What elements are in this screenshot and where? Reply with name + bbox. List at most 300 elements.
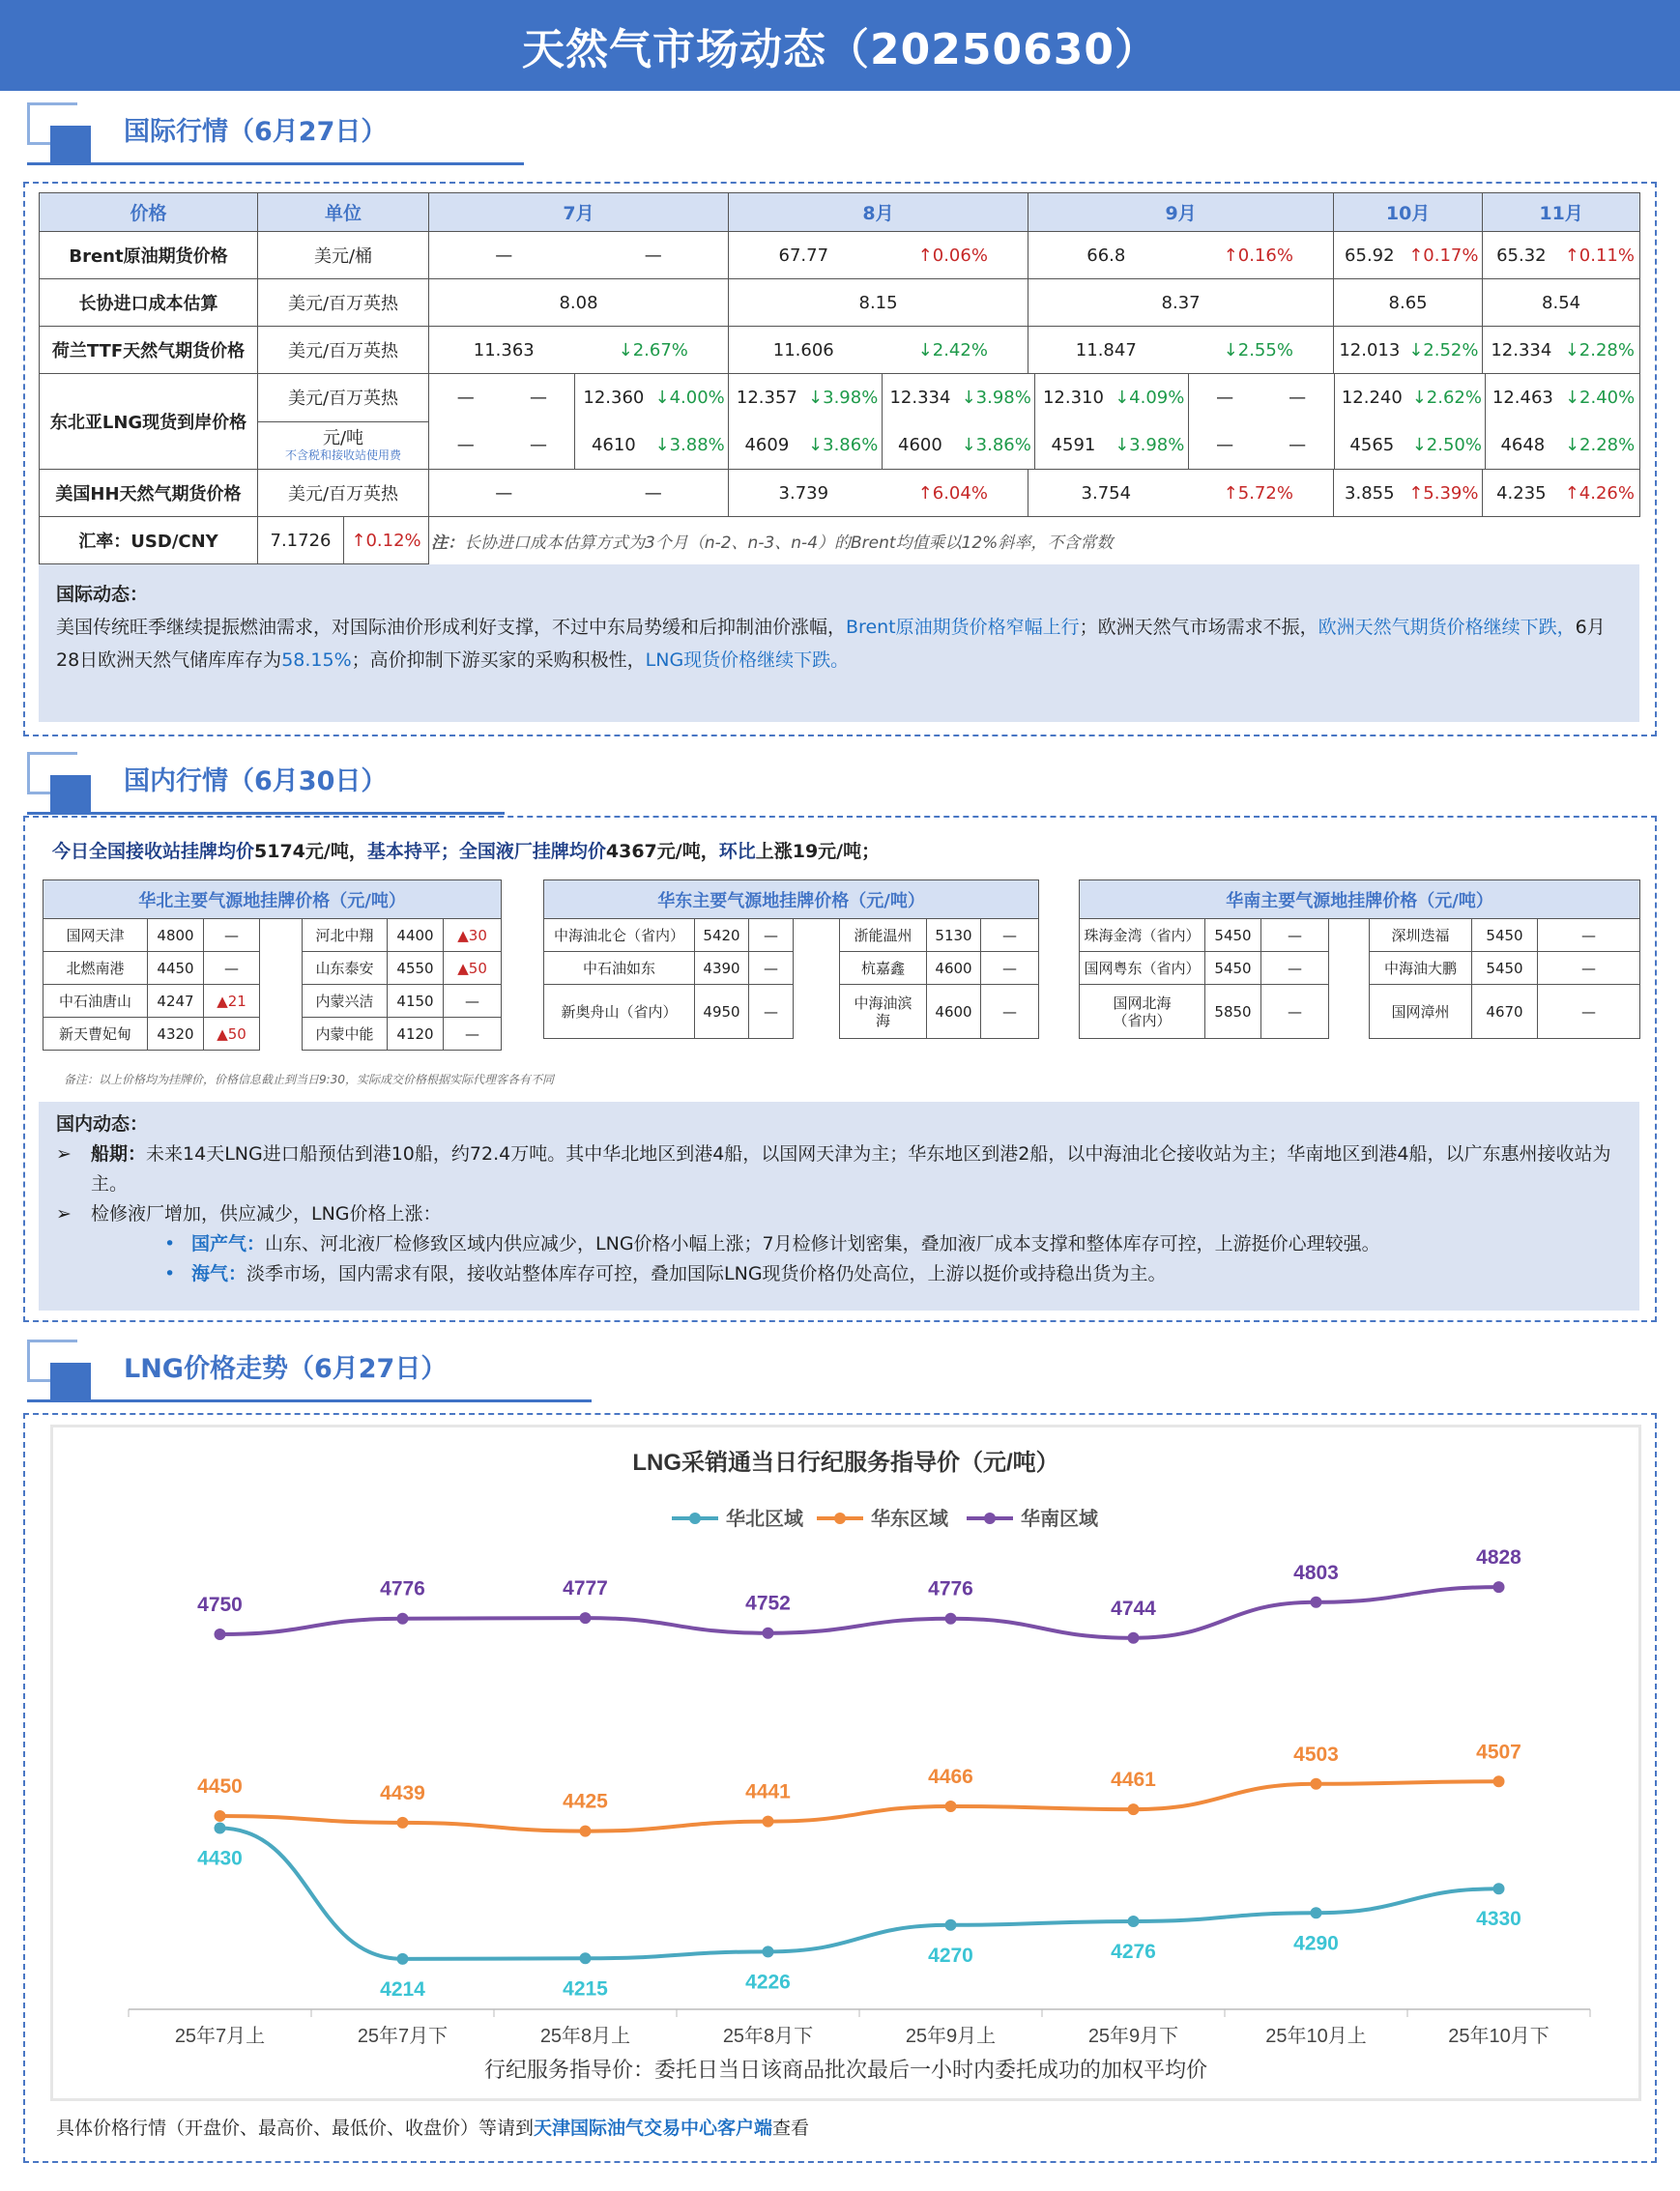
price-cell: 5450 — [1472, 919, 1538, 952]
news-text: 淡季市场，国内需求有限，接收站整体库存可控，叠加国际LNG现货价格仍处高位，上游以挺价或持稳出货为主。 — [246, 1263, 1167, 1284]
nea-row2-grid — [429, 421, 1639, 469]
price-cell: 5420 — [695, 919, 749, 952]
site-name: 中石油唐山 — [43, 985, 148, 1018]
value-cell: 12.334 — [889, 388, 951, 408]
change-cell: ↓2.40% — [1564, 388, 1636, 408]
series-2 — [197, 1546, 1521, 1644]
value-cell: 4591 — [1051, 435, 1096, 455]
change-cell: — — [749, 919, 794, 952]
price-cell: 5130 — [927, 919, 981, 952]
col-header-sep: 9月 — [1028, 193, 1334, 232]
data-label: 4750 — [197, 1594, 243, 1616]
summary-text: 基本持平 — [366, 841, 441, 862]
change-cell: ↑6.04% — [879, 470, 1028, 517]
value-cell: 4648 — [1500, 435, 1546, 455]
change-cell: ↑0.06% — [879, 232, 1028, 279]
value-cell: 8.37 — [1028, 279, 1334, 327]
data-label: 4441 — [745, 1780, 791, 1803]
row-label: 长协进口成本估算 — [40, 279, 258, 327]
tick-label: 25年7月下 — [357, 2026, 449, 2047]
data-point — [1128, 1916, 1140, 1927]
header-decor-square — [50, 126, 91, 162]
data-label: 4776 — [380, 1577, 425, 1600]
value-cell: 65.92 — [1334, 232, 1405, 279]
value-cell: 11.363 — [429, 327, 579, 374]
price-cell: 4450 — [148, 952, 204, 985]
list-item — [56, 1139, 1622, 1199]
gap-cell — [260, 919, 303, 952]
price-cell: 4400 — [388, 919, 444, 952]
tick-label: 25年10月下 — [1448, 2026, 1550, 2047]
value-cell: 7.1726 — [258, 517, 344, 564]
site-name: 珠海金湾（省内） — [1080, 919, 1205, 952]
data-point — [1493, 1883, 1505, 1894]
change-cell: ↑5.39% — [1405, 470, 1483, 517]
series-0 — [197, 1823, 1521, 2001]
site-name: 内蒙兴洁 — [303, 985, 388, 1018]
gap-cell — [1329, 919, 1370, 952]
change-cell: — — [981, 952, 1039, 985]
value-cell: — — [456, 435, 475, 455]
data-point — [1493, 1581, 1505, 1593]
data-label: 4776 — [928, 1577, 973, 1600]
list-item — [56, 1259, 1622, 1289]
value-cell: 4610 — [591, 435, 636, 455]
change-cell: — — [1261, 985, 1329, 1039]
data-point — [1493, 1775, 1505, 1787]
change-cell: ↓3.86% — [958, 421, 1034, 469]
value-cell: 4565 — [1349, 435, 1395, 455]
change-cell: ↑0.12% — [344, 517, 429, 564]
change-cell: ↑0.17% — [1405, 232, 1483, 279]
change-cell: ↓2.52% — [1405, 327, 1483, 374]
data-point — [945, 1919, 957, 1931]
gap-cell — [1329, 952, 1370, 985]
data-label: 4503 — [1293, 1743, 1339, 1766]
news-heading: 国际动态： — [56, 584, 149, 605]
price-cell: 4150 — [388, 985, 444, 1018]
value-cell: 4600 — [898, 435, 942, 455]
section-title: 国内行情（6月30日） — [124, 766, 388, 796]
value-cell: 12.013 — [1334, 327, 1405, 374]
list-item — [56, 1199, 1622, 1229]
legend-item — [672, 1507, 804, 1530]
change-cell: ↓2.67% — [579, 327, 729, 374]
news-highlight: 58.15% — [281, 649, 352, 671]
data-label: 4803 — [1293, 1561, 1339, 1584]
news-text: 未来14天LNG进口船预估到港10船，约72.4万吨。其中华北地区到港4船，以国网天津为主；华东地区到港2船，以中海油北仑接收站为主；华南地区到港4船， — [146, 1143, 1446, 1165]
north-price-table — [43, 879, 502, 1051]
row-label: 美国HH天然气期货价格 — [40, 470, 258, 517]
gap-cell — [794, 985, 840, 1039]
value-cell: 67.77 — [729, 232, 879, 279]
summary-text: 今日全国接收站挂牌均价 — [52, 841, 255, 862]
section-title: LNG价格走势（6月27日） — [124, 1354, 448, 1384]
col-header-price: 价格 — [40, 193, 258, 232]
data-point — [397, 1817, 409, 1829]
footer-text: 查看 — [772, 2118, 810, 2139]
lng-price-chart — [53, 1427, 1638, 2098]
value-cell: — — [1216, 388, 1234, 408]
data-point — [580, 1612, 592, 1624]
south-price-table — [1079, 879, 1640, 1039]
price-cell: 4800 — [148, 919, 204, 952]
value-cell: 4.235 — [1483, 470, 1560, 517]
header-decor-square — [50, 775, 91, 812]
table-row — [544, 985, 1039, 1039]
table-row — [43, 1018, 502, 1051]
price-cell: 5850 — [1205, 985, 1261, 1039]
value-cell: 4609 — [744, 435, 790, 455]
tick-label: 25年7月上 — [174, 2026, 266, 2047]
table-note: 长协进口成本估算方式为3个月（n-2、n-3、n-4）的Brent均值乘以12%斜率，不含常数 — [464, 533, 1114, 553]
data-point — [763, 1946, 774, 1957]
price-cell: 4670 — [1472, 985, 1538, 1039]
change-cell: ↓4.09% — [1112, 374, 1188, 421]
tick-label: 25年9月下 — [1087, 2026, 1179, 2047]
unit-cell: 美元/百万英热 — [258, 279, 429, 327]
row-label: Brent原油期货价格 — [40, 232, 258, 279]
value-cell: — — [503, 374, 575, 421]
site-name: 杭嘉鑫 — [840, 952, 927, 985]
header-underline — [27, 812, 505, 815]
price-cell: 4120 — [388, 1018, 444, 1051]
table-row — [43, 952, 502, 985]
unit-subnote: 不含税和接收站使用费 — [285, 447, 402, 462]
legend-item — [817, 1507, 949, 1530]
list-item — [56, 1229, 1622, 1259]
news-paragraph — [56, 611, 1622, 677]
value-cell: 12.240 — [1341, 388, 1403, 408]
data-label: 4214 — [380, 1977, 425, 2001]
change-cell: ↓2.55% — [1184, 327, 1334, 374]
change-cell: ↓3.98% — [805, 374, 882, 421]
international-price-table — [39, 192, 1640, 564]
news-highlight: LNG现货价格继续下跌。 — [645, 649, 850, 671]
unit-cell: 美元/百万英热 — [258, 327, 429, 374]
data-point — [1311, 1597, 1322, 1608]
section-header-trend — [23, 1340, 603, 1417]
x-axis-label: 行纪服务指导价：委托日当日该商品批次最后一小时内委托成功的加权平均价 — [483, 2058, 1208, 2082]
value-cell: 3.855 — [1334, 470, 1405, 517]
arrow-bullet-icon: ➢ — [56, 1203, 72, 1225]
value-cell: 8.54 — [1483, 279, 1640, 327]
chart-series — [197, 1546, 1521, 2001]
data-label: 4276 — [1111, 1941, 1156, 1964]
unit-cell: 美元/百万英热 — [258, 374, 429, 422]
table-row — [43, 985, 502, 1018]
dot-bullet-icon: • — [164, 1233, 176, 1254]
change-cell: ↓3.98% — [958, 374, 1034, 421]
table-row — [544, 952, 1039, 985]
site-name: 中海油北仑（省内） — [544, 919, 695, 952]
bullet-label: 海气： — [191, 1263, 247, 1284]
change-cell: ↓2.28% — [1560, 327, 1640, 374]
value-cell: 65.32 — [1483, 232, 1560, 279]
table-title: 华北主要气源地挂牌价格（元/吨） — [43, 880, 502, 919]
data-point — [763, 1816, 774, 1828]
gap-cell — [260, 952, 303, 985]
price-cell: 4600 — [927, 952, 981, 985]
value-cell: 11.606 — [729, 327, 879, 374]
client-link[interactable]: 天津国际油气交易中心客户端 — [534, 2118, 773, 2139]
price-cell: 4550 — [388, 952, 444, 985]
summary-value: 5174元/吨， — [254, 841, 367, 862]
footer-text: 具体价格行情（开盘价、最高价、最低价、收盘价）等请到 — [56, 2118, 535, 2139]
international-news — [39, 564, 1639, 722]
price-footnote: 备注：以上价格均为挂牌价，价格信息截止到当日9:30，实际成交价格根据实际代理客各有不同 — [64, 1073, 554, 1086]
news-highlight: Brent原油期货价格窄幅上行 — [846, 617, 1080, 638]
data-point — [215, 1810, 226, 1822]
summary-value: 上涨19元/吨； — [755, 841, 881, 862]
value-cell: 12.310 — [1042, 388, 1104, 408]
summary-text: 环比 — [718, 841, 756, 862]
change-cell: ▲30 — [444, 919, 502, 952]
news-heading: 国内动态： — [56, 1113, 149, 1135]
data-label: 4507 — [1476, 1741, 1521, 1764]
table-row — [1080, 985, 1640, 1039]
header-underline — [27, 1399, 592, 1402]
site-name: 北燃南港 — [43, 952, 148, 985]
value-cell: 8.08 — [429, 279, 729, 327]
table-title: 华南主要气源地挂牌价格（元/吨） — [1080, 880, 1640, 919]
data-label: 4466 — [928, 1765, 973, 1788]
data-label: 4439 — [380, 1781, 425, 1804]
data-label: 4461 — [1111, 1769, 1156, 1792]
change-cell: — — [749, 985, 794, 1039]
site-name: 河北中翔 — [303, 919, 388, 952]
change-cell: ▲21 — [204, 985, 260, 1018]
note-prefix: 注： — [431, 533, 465, 553]
header-underline — [27, 162, 524, 165]
gap-cell — [1329, 985, 1370, 1039]
table-row — [40, 517, 1640, 564]
data-label: 4226 — [745, 1971, 791, 1994]
site-name: 新天曹妃甸 — [43, 1018, 148, 1051]
change-cell: — — [1538, 952, 1640, 985]
gap-cell — [260, 1018, 303, 1051]
gap-cell — [794, 919, 840, 952]
series-1 — [197, 1741, 1521, 1836]
bullet-label: 船期： — [91, 1143, 147, 1165]
gap-cell — [260, 985, 303, 1018]
value-cell: — — [579, 232, 729, 279]
change-cell: ↓4.00% — [652, 374, 728, 421]
site-name: 中海油滨海 — [840, 985, 927, 1039]
change-cell: — — [204, 919, 260, 952]
bullet-label: 国产气： — [191, 1233, 266, 1254]
data-label: 4425 — [563, 1790, 608, 1813]
price-cell: 5450 — [1205, 919, 1261, 952]
site-name: 国网天津 — [43, 919, 148, 952]
nea-row1-grid — [429, 374, 1639, 421]
change-cell: ↓2.50% — [1409, 421, 1485, 469]
tick-label: 25年8月上 — [539, 2026, 631, 2047]
domestic-summary — [52, 837, 880, 863]
change-cell: ↓2.62% — [1409, 374, 1485, 421]
change-cell: ↑0.16% — [1184, 232, 1334, 279]
news-text: 以广东惠州接收站为主。 — [91, 1143, 1611, 1195]
legend-label: 华北区域 — [726, 1509, 803, 1530]
change-cell: — — [749, 952, 794, 985]
col-header-nov: 11月 — [1483, 193, 1640, 232]
tick-label: 25年9月上 — [905, 2026, 997, 2047]
header-decor-square — [50, 1363, 91, 1399]
chart-frame — [50, 1425, 1641, 2101]
change-cell: — — [1538, 985, 1640, 1039]
unit-cell: 元/吨 — [322, 427, 364, 448]
gap-cell — [794, 952, 840, 985]
table-title: 华东主要气源地挂牌价格（元/吨） — [544, 880, 1039, 919]
change-cell: ↓3.88% — [652, 421, 728, 469]
news-highlight: 欧洲天然气期货价格继续下跌， — [1318, 617, 1576, 638]
data-point — [215, 1823, 226, 1834]
data-label: 4450 — [197, 1775, 243, 1798]
price-cell: 5450 — [1472, 952, 1538, 985]
price-cell: 4390 — [695, 952, 749, 985]
data-point — [1311, 1907, 1322, 1918]
value-cell: — — [579, 470, 729, 517]
value-cell: 66.8 — [1028, 232, 1184, 279]
data-point — [1128, 1803, 1140, 1815]
table-row — [40, 232, 1640, 279]
legend-label: 华南区域 — [1021, 1509, 1098, 1530]
value-cell: — — [1261, 374, 1334, 421]
data-point — [397, 1613, 409, 1625]
change-cell: ▲50 — [444, 952, 502, 985]
news-text: 山东、河北液厂检修致区域内供应减少，LNG价格小幅上涨；7月检修计划密集，叠加液厂成本支撑和整体库存可控，上游挺价心理较强。 — [265, 1233, 1380, 1254]
site-name: 深圳迭福 — [1370, 919, 1472, 952]
x-ticks — [129, 2009, 1590, 2047]
dot-bullet-icon: • — [164, 1263, 176, 1284]
data-point — [580, 1952, 592, 1964]
price-cell: 4600 — [927, 985, 981, 1039]
change-cell: ↑0.11% — [1560, 232, 1640, 279]
value-cell: 8.15 — [729, 279, 1028, 327]
news-text: 美国传统旺季继续提振燃油需求，对国际油价形成利好支撑，不过中东局势缓和后抑制油价涨幅， — [56, 617, 847, 638]
change-cell: ↓3.98% — [1112, 421, 1188, 469]
value-cell: 12.463 — [1492, 388, 1553, 408]
summary-value: 4367元/吨， — [605, 841, 719, 862]
change-cell: — — [1538, 919, 1640, 952]
data-label: 4270 — [928, 1944, 973, 1967]
change-cell: — — [444, 985, 502, 1018]
col-header-aug: 8月 — [729, 193, 1028, 232]
site-name: 国网漳州 — [1370, 985, 1472, 1039]
data-label: 4330 — [1476, 1908, 1521, 1931]
value-cell: 12.334 — [1483, 327, 1560, 374]
change-cell: ↓2.28% — [1564, 435, 1636, 455]
data-point — [215, 1629, 226, 1640]
change-cell: — — [981, 919, 1039, 952]
domestic-news-list — [56, 1139, 1622, 1289]
tick-label: 25年8月下 — [722, 2026, 814, 2047]
summary-text: ；全国液厂挂牌均价 — [440, 841, 606, 862]
data-point — [763, 1628, 774, 1639]
tick-label: 25年10月上 — [1265, 2026, 1367, 2047]
site-name: 国网北海（省内） — [1080, 985, 1205, 1039]
unit-cell: 美元/桶 — [258, 232, 429, 279]
site-name: 新奥舟山（省内） — [544, 985, 695, 1039]
row-label: 东北亚LNG现货到岸价格 — [40, 374, 258, 470]
data-label: 4430 — [197, 1847, 243, 1870]
site-name: 中海油大鹏 — [1370, 952, 1472, 985]
unit-cell: 美元/百万英热 — [258, 470, 429, 517]
news-text: 检修液厂增加，供应减少，LNG价格上涨： — [91, 1203, 442, 1225]
change-cell: ↑5.72% — [1184, 470, 1334, 517]
data-label: 4777 — [563, 1577, 608, 1600]
table-row — [544, 919, 1039, 952]
price-cell: 4950 — [695, 985, 749, 1039]
domestic-news — [39, 1102, 1639, 1311]
change-cell: — — [981, 985, 1039, 1039]
site-name: 内蒙中能 — [303, 1018, 388, 1051]
east-price-table — [543, 879, 1039, 1039]
col-header-jul: 7月 — [429, 193, 729, 232]
legend-marker — [984, 1513, 996, 1524]
legend-item — [967, 1507, 1099, 1530]
site-name: 国网粤东（省内） — [1080, 952, 1205, 985]
value-cell: — — [456, 388, 475, 408]
chart-legend — [672, 1507, 1099, 1530]
legend-marker — [834, 1513, 846, 1524]
value-cell: 12.357 — [736, 388, 797, 408]
section-title: 国际行情（6月27日） — [124, 117, 388, 147]
data-label: 4744 — [1111, 1597, 1156, 1620]
table-row — [43, 919, 502, 952]
price-cell: 4247 — [148, 985, 204, 1018]
change-cell: — — [444, 1018, 502, 1051]
table-row — [40, 470, 1640, 517]
news-text: 6月28日欧洲天然气储库库存为 — [56, 617, 1606, 671]
page-title: 天然气市场动态（20250630） — [0, 0, 1680, 91]
col-header-unit: 单位 — [258, 193, 429, 232]
change-cell: ↓2.42% — [879, 327, 1028, 374]
data-point — [580, 1826, 592, 1837]
table-row — [40, 374, 1640, 422]
news-text: ；欧洲天然气市场需求不振， — [1079, 617, 1318, 638]
price-cell: 4320 — [148, 1018, 204, 1051]
data-label: 4752 — [745, 1592, 791, 1615]
value-cell: 3.754 — [1028, 470, 1184, 517]
value-cell: 3.739 — [729, 470, 879, 517]
change-cell: ↑4.26% — [1560, 470, 1640, 517]
data-point — [945, 1613, 957, 1625]
value-cell: — — [503, 421, 575, 469]
data-label: 4828 — [1476, 1546, 1521, 1570]
site-name: 浙能温州 — [840, 919, 927, 952]
change-cell: — — [1261, 919, 1329, 952]
price-cell: 5450 — [1205, 952, 1261, 985]
table-row — [1080, 952, 1640, 985]
data-point — [1128, 1632, 1140, 1644]
footer-note — [56, 2114, 809, 2140]
table-row — [40, 279, 1640, 327]
change-cell: — — [204, 952, 260, 985]
value-cell: 12.360 — [583, 388, 645, 408]
section-header-international — [23, 102, 526, 180]
row-label: 汇率：USD/CNY — [40, 517, 258, 564]
news-text: ；高价抑制下游买家的采购积极性， — [351, 649, 646, 671]
table-row — [40, 421, 1640, 470]
value-cell: 8.65 — [1334, 279, 1483, 327]
row-label: 荷兰TTF天然气期货价格 — [40, 327, 258, 374]
value-cell: 11.847 — [1028, 327, 1184, 374]
data-point — [1311, 1778, 1322, 1790]
change-cell: ↓3.86% — [805, 421, 882, 469]
legend-label: 华东区域 — [871, 1509, 948, 1530]
table-row — [40, 327, 1640, 374]
